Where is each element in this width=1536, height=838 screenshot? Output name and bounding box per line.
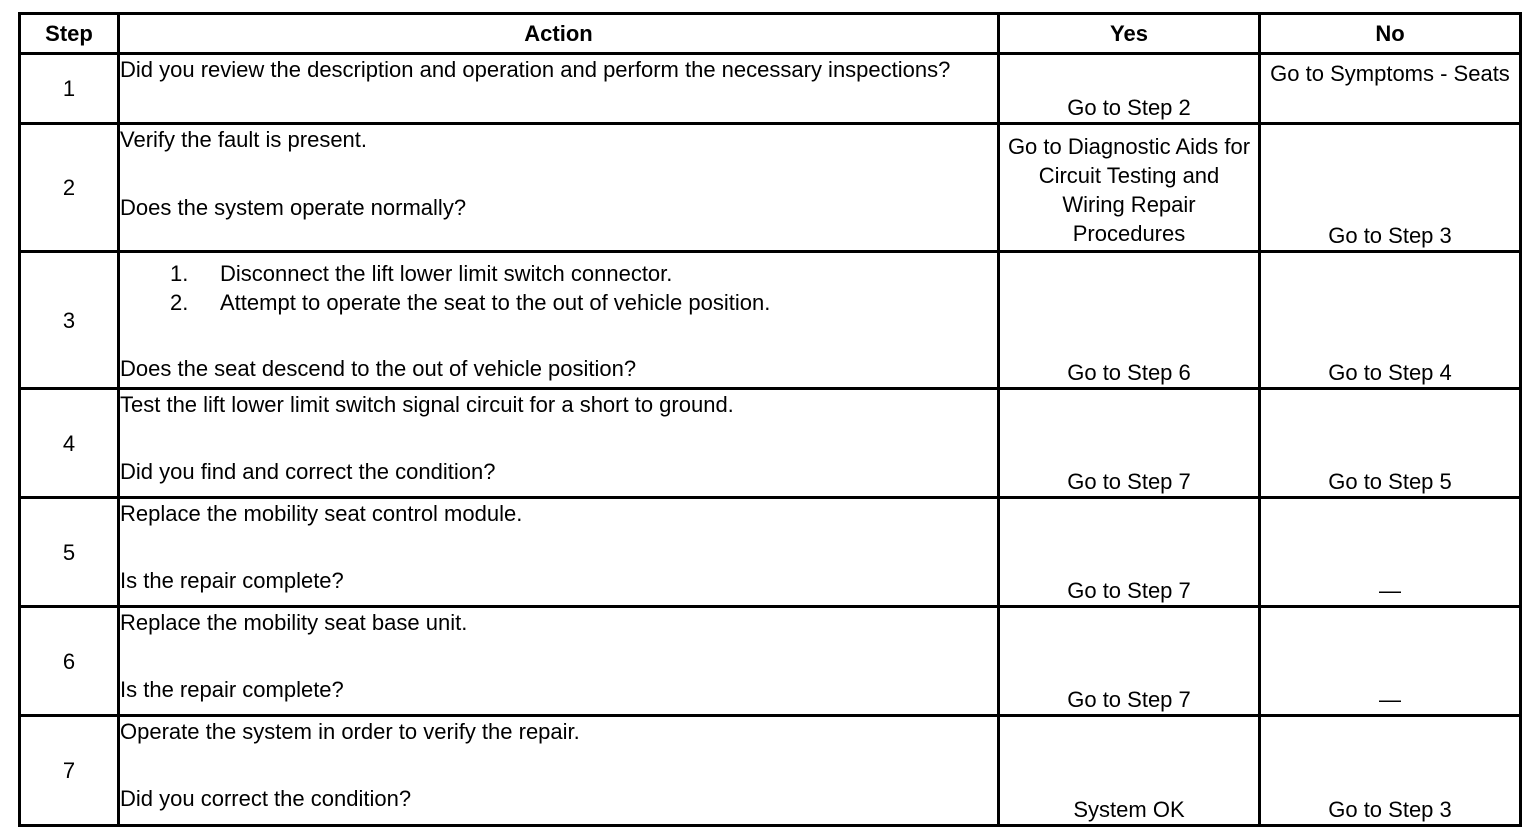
action-text: Verify the fault is present.	[120, 127, 368, 152]
step-number: 6	[20, 607, 119, 716]
action-cell	[119, 124, 999, 252]
header-row	[20, 14, 1521, 54]
action-cell	[119, 716, 999, 826]
list-item: 1. Disconnect the lift lower limit switch connector.	[170, 261, 673, 286]
no-cell: Go to Step 5	[1260, 389, 1521, 498]
yes-cell: Go to Step 7	[999, 389, 1260, 498]
action-steps-list	[120, 259, 997, 317]
action-question: Is the repair complete?	[120, 677, 344, 702]
no-cell: —	[1260, 607, 1521, 716]
action-cell	[119, 607, 999, 716]
action-question: Does the system operate normally?	[120, 195, 467, 220]
action-text: Replace the mobility seat base unit.	[120, 610, 468, 635]
yes-cell: Go to Step 7	[999, 498, 1260, 607]
table-row	[20, 252, 1521, 389]
table-row	[20, 389, 1521, 498]
header-step: Step	[20, 14, 119, 54]
action-question: Does the seat descend to the out of vehicle position?	[120, 356, 637, 381]
action-text: Did you review the description and operation and perform the necessary inspections?	[120, 57, 951, 82]
header-no: No	[1260, 14, 1521, 54]
step-number: 1	[20, 54, 119, 124]
action-question: Is the repair complete?	[120, 568, 344, 593]
action-text: Replace the mobility seat control module.	[120, 501, 523, 526]
step-number: 7	[20, 716, 119, 826]
step-number: 3	[20, 252, 119, 389]
yes-cell: Go to Step 7	[999, 607, 1260, 716]
no-cell: Go to Step 4	[1260, 252, 1521, 389]
header-yes: Yes	[999, 14, 1260, 54]
step-number: 2	[20, 124, 119, 252]
action-text: Operate the system in order to verify the repair.	[120, 719, 580, 744]
yes-cell: System OK	[999, 716, 1260, 826]
yes-cell: Go to Step 6	[999, 252, 1260, 389]
table-row	[20, 124, 1521, 252]
action-cell	[119, 54, 999, 124]
action-cell	[119, 252, 999, 389]
yes-cell: Go to Step 2	[999, 54, 1260, 124]
no-cell: Go to Step 3	[1260, 124, 1521, 252]
no-cell: —	[1260, 498, 1521, 607]
table-row	[20, 498, 1521, 607]
diagnostic-table	[18, 12, 1522, 827]
action-cell	[119, 498, 999, 607]
no-cell: Go to Step 3	[1260, 716, 1521, 826]
step-number: 5	[20, 498, 119, 607]
yes-cell: Go to Diagnostic Aids for Circuit Testing and Wiring Repair Procedures	[999, 124, 1260, 252]
action-text: Test the lift lower limit switch signal circuit for a short to ground.	[120, 392, 734, 417]
step-number: 4	[20, 389, 119, 498]
header-action: Action	[119, 14, 999, 54]
action-question: Did you find and correct the condition?	[120, 459, 496, 484]
table-row	[20, 54, 1521, 124]
no-cell: Go to Symptoms - Seats	[1260, 54, 1521, 124]
list-item: 2. Attempt to operate the seat to the out of vehicle position.	[170, 290, 771, 315]
action-question: Did you correct the condition?	[120, 786, 412, 811]
table-row	[20, 716, 1521, 826]
table-row	[20, 607, 1521, 716]
action-cell	[119, 389, 999, 498]
